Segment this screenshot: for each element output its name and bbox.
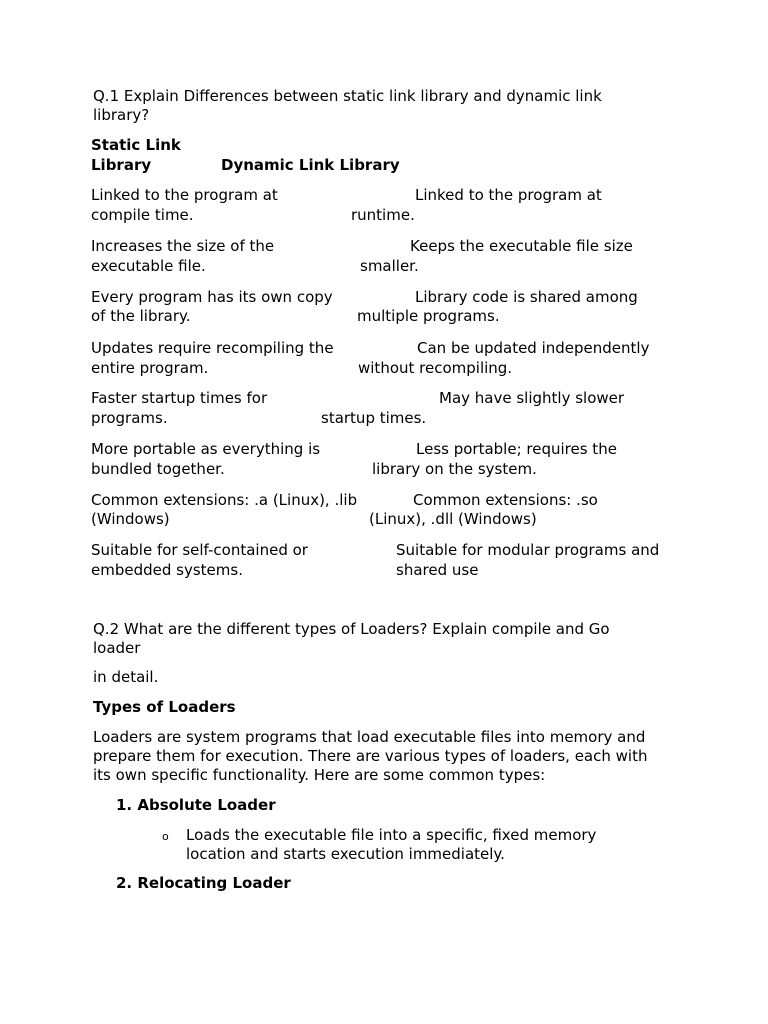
- static-cell: embedded systems.: [91, 561, 243, 579]
- dynamic-cell: (Linux), .dll (Windows): [369, 510, 537, 528]
- intro-line3: its own specific functionality. Here are some common types:: [93, 766, 546, 784]
- static-cell: Linked to the program at: [91, 186, 278, 204]
- dynamic-cell: smaller.: [360, 257, 419, 275]
- dynamic-cell: Common extensions: .so: [413, 491, 598, 509]
- dynamic-cell: shared use: [396, 561, 479, 579]
- dynamic-cell: runtime.: [351, 206, 415, 224]
- dynamic-cell: Can be updated independently: [417, 339, 650, 357]
- header-dynamic: Dynamic Link Library: [221, 156, 400, 174]
- static-cell: Increases the size of the: [91, 237, 275, 255]
- dynamic-cell: Less portable; requires the: [416, 440, 617, 458]
- static-cell: executable file.: [91, 257, 206, 275]
- list-item-absolute-loader: 1. Absolute Loader: [116, 796, 276, 814]
- dynamic-cell: May have slightly slower: [439, 389, 625, 407]
- dynamic-cell: without recompiling.: [358, 359, 513, 377]
- absolute-loader-desc-line2: location and starts execution immediately.: [186, 845, 505, 863]
- static-cell: More portable as everything is: [91, 440, 321, 458]
- static-cell: Common extensions: .a (Linux), .lib: [91, 491, 358, 509]
- dynamic-cell: Suitable for modular programs and: [396, 541, 660, 559]
- intro-line2: prepare them for execution. There are various types of loaders, each with: [93, 747, 648, 765]
- dynamic-cell: Keeps the executable file size: [410, 237, 633, 255]
- static-cell: bundled together.: [91, 460, 225, 478]
- static-cell: Suitable for self-contained or: [91, 541, 308, 559]
- static-cell: entire program.: [91, 359, 209, 377]
- dynamic-cell: Library code is shared among: [415, 288, 638, 306]
- list-item-relocating-loader: 2. Relocating Loader: [116, 874, 291, 892]
- intro-line1: Loaders are system programs that load executable files into memory and: [93, 728, 646, 746]
- section-heading: Types of Loaders: [93, 698, 236, 716]
- static-cell: Faster startup times for: [91, 389, 268, 407]
- static-cell: compile time.: [91, 206, 194, 224]
- static-cell: programs.: [91, 409, 168, 427]
- q1-question-line1: Q.1 Explain Differences between static link library and dynamic link: [93, 87, 602, 105]
- q2-question-line1: Q.2 What are the different types of Loaders? Explain compile and Go: [93, 620, 610, 638]
- dynamic-cell: library on the system.: [372, 460, 537, 478]
- dynamic-cell: Linked to the program at: [415, 186, 602, 204]
- dynamic-cell: startup times.: [321, 409, 427, 427]
- static-cell: of the library.: [91, 307, 191, 325]
- static-cell: Updates require recompiling the: [91, 339, 334, 357]
- q2-question-line2: loader: [93, 639, 141, 657]
- bullet-icon: o: [162, 830, 169, 843]
- q1-question-line2: library?: [93, 106, 150, 124]
- header-static-line2: Library: [91, 156, 152, 174]
- static-cell: (Windows): [91, 510, 170, 528]
- q2-question-line3: in detail.: [93, 668, 159, 686]
- dynamic-cell: multiple programs.: [357, 307, 500, 325]
- absolute-loader-desc-line1: Loads the executable file into a specific, fixed memory: [186, 826, 597, 844]
- header-static-line1: Static Link: [91, 136, 181, 154]
- static-cell: Every program has its own copy: [91, 288, 333, 306]
